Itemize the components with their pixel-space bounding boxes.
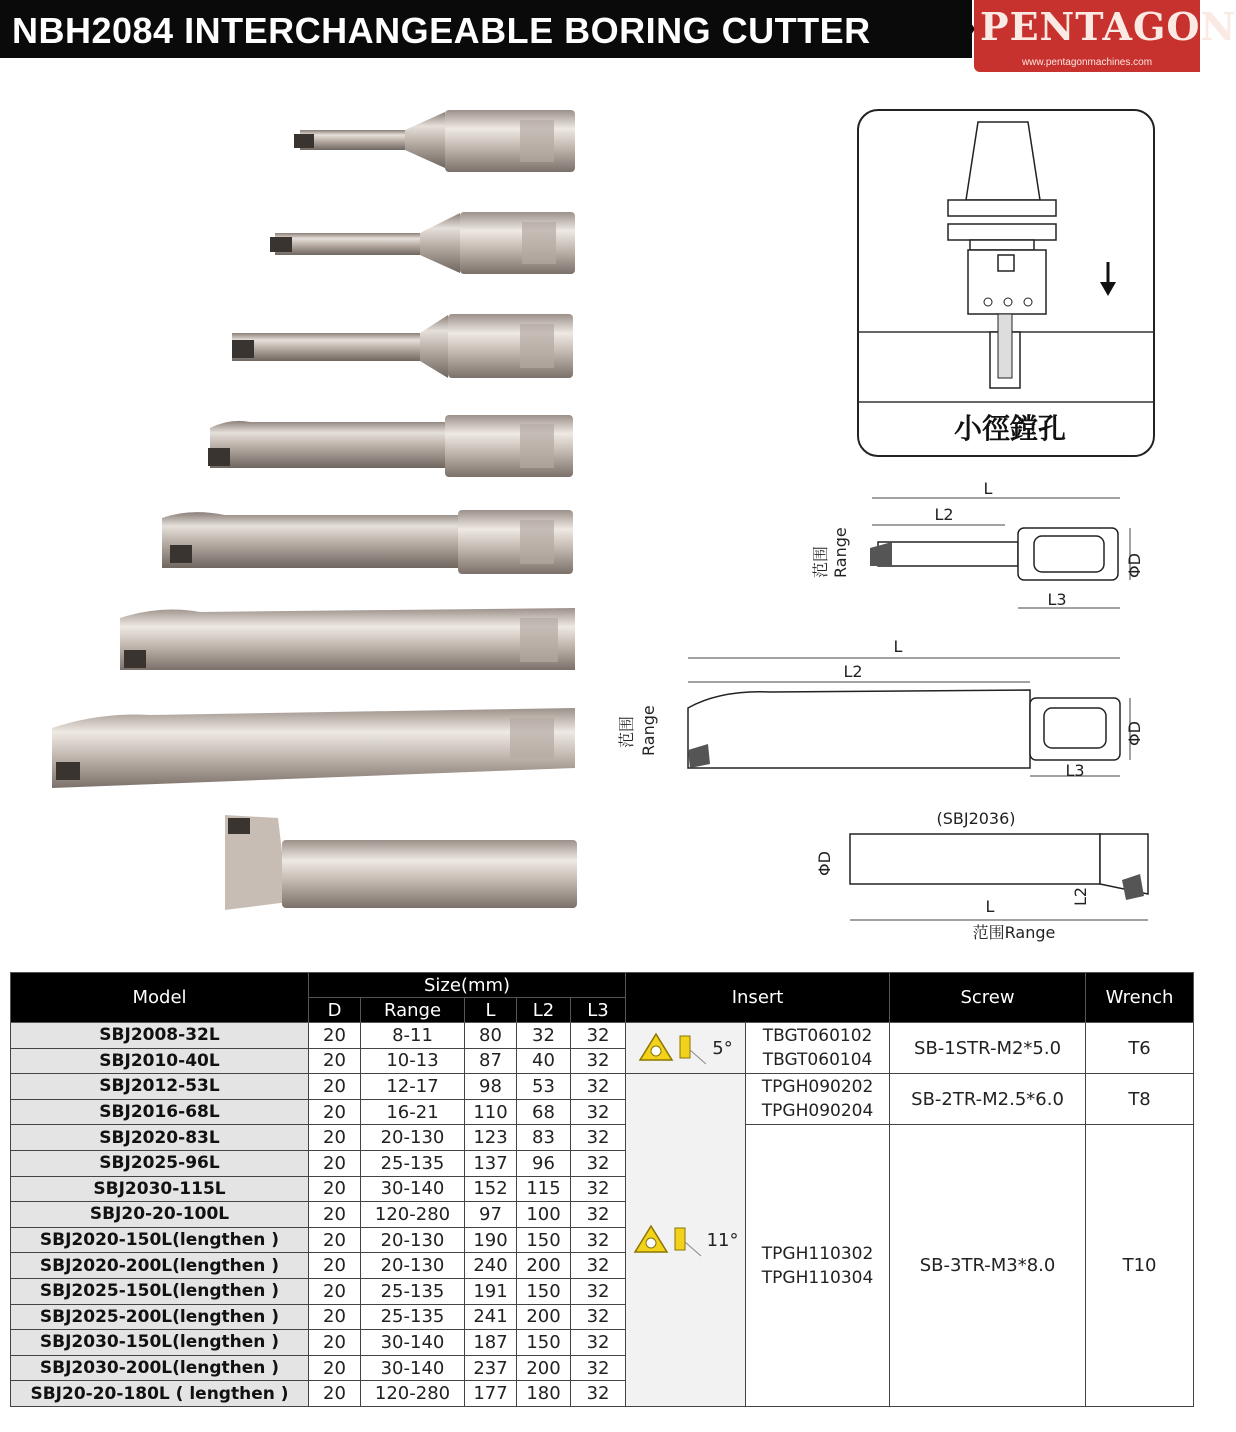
cell-l3: 32 <box>571 1150 626 1176</box>
cell-l3: 32 <box>571 1023 626 1049</box>
wrench-group-1: T6 <box>1086 1023 1194 1074</box>
cell-d: 20 <box>309 1074 361 1100</box>
cell-d: 20 <box>309 1048 361 1074</box>
title-bar-arrow <box>955 0 975 58</box>
cell-l3: 32 <box>571 1099 626 1125</box>
cell-range: 25-135 <box>361 1304 465 1330</box>
triangle-insert-icon <box>633 1222 703 1258</box>
cell-l2: 115 <box>517 1176 571 1202</box>
cell-l: 97 <box>465 1202 517 1228</box>
header-model: Model <box>11 973 309 1023</box>
wrench-group-3: T10 <box>1086 1125 1194 1407</box>
cell-l: 152 <box>465 1176 517 1202</box>
cell-d: 20 <box>309 1227 361 1253</box>
insert-code: TPGH090204 <box>761 1101 874 1122</box>
cell-d: 20 <box>309 1330 361 1356</box>
cell-l3: 32 <box>571 1381 626 1407</box>
technical-diagrams <box>600 100 1180 960</box>
cell-l: 190 <box>465 1227 517 1253</box>
cell-l2: 96 <box>517 1150 571 1176</box>
cell-d: 20 <box>309 1355 361 1381</box>
cell-l: 87 <box>465 1048 517 1074</box>
cell-d: 20 <box>309 1253 361 1279</box>
cell-range: 8-11 <box>361 1023 465 1049</box>
cell-l2: 32 <box>517 1023 571 1049</box>
cell-model: SBJ2010-40L <box>11 1048 309 1074</box>
header-l: L <box>465 998 517 1023</box>
cell-l3: 32 <box>571 1125 626 1151</box>
dimension-diagram-3 <box>815 809 1148 942</box>
logo-text: PENTAGON <box>980 4 1236 49</box>
range-cn-label-1: 范围 <box>811 545 830 578</box>
cell-d: 20 <box>309 1099 361 1125</box>
cell-l3: 32 <box>571 1304 626 1330</box>
table-row <box>11 1125 1194 1151</box>
cell-range: 25-135 <box>361 1278 465 1304</box>
insert-code: TPGH110304 <box>761 1267 874 1288</box>
boring-bar-1 <box>294 110 575 172</box>
cell-l2: 83 <box>517 1125 571 1151</box>
dim-l2-label-3: L2 <box>1071 886 1090 906</box>
cell-model: SBJ2020-150L(lengthen ) <box>11 1227 309 1253</box>
cell-range: 12-17 <box>361 1074 465 1100</box>
dim-l3-label-1: L3 <box>1047 590 1067 609</box>
insert-code: TPGH090202 <box>761 1077 874 1098</box>
header-screw: Screw <box>890 973 1086 1023</box>
boring-bar-8 <box>225 815 577 910</box>
insert-codes-group-3 <box>746 1125 890 1407</box>
cell-l2: 53 <box>517 1074 571 1100</box>
cell-d: 20 <box>309 1176 361 1202</box>
cell-range: 20-130 <box>361 1227 465 1253</box>
cell-d: 20 <box>309 1278 361 1304</box>
wrench-group-2: T8 <box>1086 1074 1194 1125</box>
cell-l: 187 <box>465 1330 517 1356</box>
cell-l: 241 <box>465 1304 517 1330</box>
cell-l2: 200 <box>517 1304 571 1330</box>
cell-l3: 32 <box>571 1176 626 1202</box>
cell-l: 191 <box>465 1278 517 1304</box>
boring-bar-3 <box>232 314 573 378</box>
screw-group-1: SB-1STR-M2*5.0 <box>890 1023 1086 1074</box>
insert-image-group-2 <box>626 1074 746 1407</box>
cell-l2: 150 <box>517 1278 571 1304</box>
header-insert: Insert <box>626 973 890 1023</box>
cell-range: 120-280 <box>361 1381 465 1407</box>
boring-bar-7 <box>52 708 575 788</box>
cell-l3: 32 <box>571 1253 626 1279</box>
cell-d: 20 <box>309 1202 361 1228</box>
cell-range: 120-280 <box>361 1202 465 1228</box>
cell-l3: 32 <box>571 1202 626 1228</box>
cell-l3: 32 <box>571 1048 626 1074</box>
cell-model: SBJ2020-200L(lengthen ) <box>11 1253 309 1279</box>
dim-l-label-1: L <box>983 479 993 498</box>
range-en-label-2: Range <box>639 705 658 756</box>
cell-l: 110 <box>465 1099 517 1125</box>
cell-model: SBJ2012-53L <box>11 1074 309 1100</box>
cell-l3: 32 <box>571 1355 626 1381</box>
cell-model: SBJ20-20-100L <box>11 1202 309 1228</box>
boring-bar-2 <box>270 212 575 274</box>
cell-model: SBJ2025-96L <box>11 1150 309 1176</box>
dimension-diagram-1 <box>811 479 1144 609</box>
insert-codes-group-1 <box>746 1023 890 1074</box>
cell-d: 20 <box>309 1125 361 1151</box>
dim-d-label-2: ΦD <box>1125 721 1144 746</box>
cell-range: 20-130 <box>361 1125 465 1151</box>
cell-l: 98 <box>465 1074 517 1100</box>
table-row <box>11 1074 1194 1100</box>
cell-l: 240 <box>465 1253 517 1279</box>
cell-model: SBJ20-20-180L ( lengthen ) <box>11 1381 309 1407</box>
small-hole-boring-label: 小徑鏜孔 <box>953 412 1067 445</box>
dim-l3-label-2: L3 <box>1065 761 1085 780</box>
cell-l2: 68 <box>517 1099 571 1125</box>
cell-model: SBJ2025-200L(lengthen ) <box>11 1304 309 1330</box>
header-size: Size(mm) <box>309 973 626 998</box>
cell-d: 20 <box>309 1150 361 1176</box>
range-en-label-1: Range <box>831 527 850 578</box>
cell-model: SBJ2025-150L(lengthen ) <box>11 1278 309 1304</box>
cell-l3: 32 <box>571 1227 626 1253</box>
logo-url: www.pentagonmachines.com <box>1021 57 1153 68</box>
header-wrench: Wrench <box>1086 973 1194 1023</box>
table-row <box>11 1023 1194 1049</box>
cell-d: 20 <box>309 1381 361 1407</box>
cell-range: 30-140 <box>361 1355 465 1381</box>
cell-range: 25-135 <box>361 1150 465 1176</box>
range-cn-label-2: 范围 <box>617 715 636 748</box>
page-title: NBH2084 INTERCHANGEABLE BORING CUTTER <box>12 10 871 51</box>
range-label-3: 范围Range <box>972 923 1056 942</box>
dim-l2-label-1: L2 <box>934 505 954 524</box>
cell-model: SBJ2008-32L <box>11 1023 309 1049</box>
dim-l-label-2: L <box>893 637 903 656</box>
cell-l2: 150 <box>517 1227 571 1253</box>
specification-table <box>10 972 1194 1407</box>
cell-l2: 100 <box>517 1202 571 1228</box>
header-l3: L3 <box>571 998 626 1023</box>
small-hole-boring-panel <box>858 110 1154 456</box>
cell-l: 177 <box>465 1381 517 1407</box>
insert-angle-11: 11° <box>706 1229 739 1251</box>
cell-l2: 150 <box>517 1330 571 1356</box>
cell-l3: 32 <box>571 1074 626 1100</box>
boring-bar-4 <box>208 415 573 477</box>
cell-l3: 32 <box>571 1278 626 1304</box>
boring-bar-6 <box>120 608 575 670</box>
table-header-row-1 <box>11 973 1194 998</box>
cell-l: 80 <box>465 1023 517 1049</box>
dim-d-label-1: ΦD <box>1125 553 1144 578</box>
boring-bar-photos <box>0 90 600 920</box>
cell-l2: 40 <box>517 1048 571 1074</box>
cell-model: SBJ2030-200L(lengthen ) <box>11 1355 309 1381</box>
cell-model: SBJ2020-83L <box>11 1125 309 1151</box>
cell-d: 20 <box>309 1023 361 1049</box>
model-note: (SBJ2036) <box>936 809 1016 828</box>
brand-logo <box>974 0 1236 72</box>
insert-image-group-1 <box>626 1023 746 1074</box>
header-d: D <box>309 998 361 1023</box>
cell-d: 20 <box>309 1304 361 1330</box>
screw-group-2: SB-2TR-M2.5*6.0 <box>890 1074 1086 1125</box>
insert-codes-group-2 <box>746 1074 890 1125</box>
cell-range: 10-13 <box>361 1048 465 1074</box>
cell-range: 16-21 <box>361 1099 465 1125</box>
cell-l: 137 <box>465 1150 517 1176</box>
dim-l-label-3: L <box>985 897 995 916</box>
header-l2: L2 <box>517 998 571 1023</box>
header-range: Range <box>361 998 465 1023</box>
cell-l2: 180 <box>517 1381 571 1407</box>
dim-l2-label-2: L2 <box>843 662 863 681</box>
screw-group-3: SB-3TR-M3*8.0 <box>890 1125 1086 1407</box>
insert-code: TBGT060102 <box>762 1026 873 1047</box>
dimension-diagram-2 <box>617 637 1144 780</box>
cell-model: SBJ2016-68L <box>11 1099 309 1125</box>
insert-code: TBGT060104 <box>762 1050 873 1071</box>
cell-l2: 200 <box>517 1355 571 1381</box>
cell-l: 123 <box>465 1125 517 1151</box>
cell-model: SBJ2030-115L <box>11 1176 309 1202</box>
dim-d-label-3: ΦD <box>815 851 834 876</box>
cell-l2: 200 <box>517 1253 571 1279</box>
insert-angle-5: 5° <box>712 1037 733 1059</box>
cell-l: 237 <box>465 1355 517 1381</box>
cell-model: SBJ2030-150L(lengthen ) <box>11 1330 309 1356</box>
cell-range: 30-140 <box>361 1330 465 1356</box>
boring-bar-5 <box>162 510 573 574</box>
cell-range: 20-130 <box>361 1253 465 1279</box>
cell-l3: 32 <box>571 1330 626 1356</box>
cell-range: 30-140 <box>361 1176 465 1202</box>
insert-code: TPGH110302 <box>761 1243 874 1264</box>
triangle-insert-icon <box>638 1030 708 1066</box>
